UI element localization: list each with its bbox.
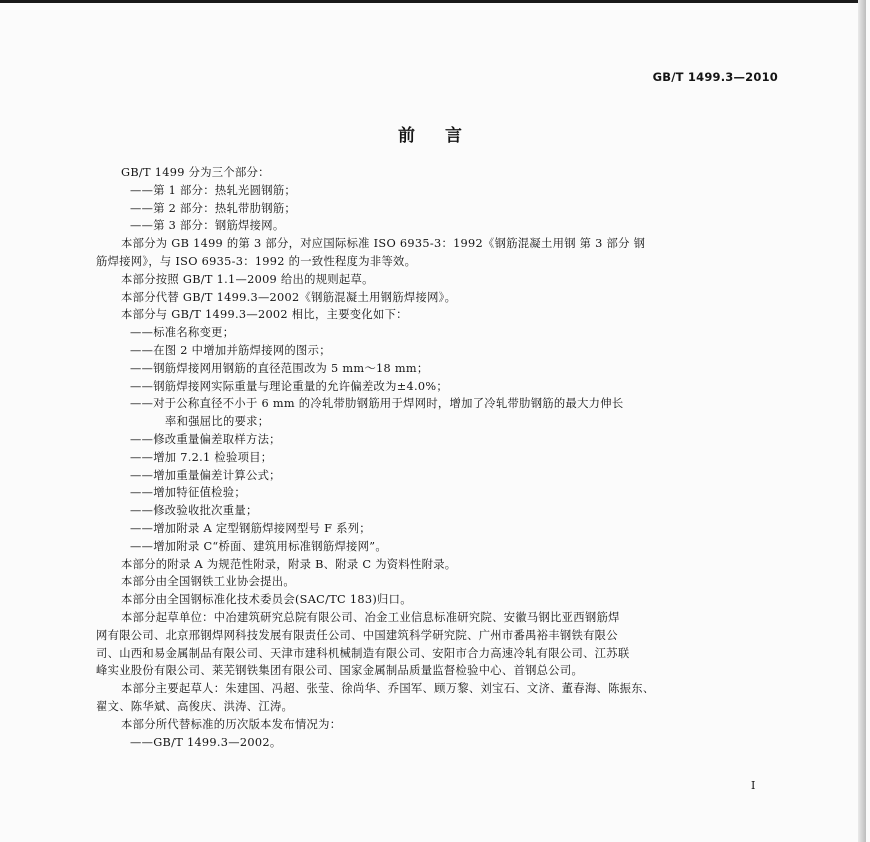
text-line: 翟文、陈华斌、高俊庆、洪涛、江涛。 — [96, 699, 294, 713]
page-number: I — [751, 779, 756, 792]
document-body — [96, 164, 778, 751]
text-line: ——修改验收批次重量； — [130, 504, 258, 518]
text-line: ——第 2 部分：热轧带肋钢筋； — [130, 201, 297, 215]
text-line: 本部分由全国钢标准化技术委员会(SAC/TC 183)归口。 — [121, 593, 412, 607]
text-line: 峰实业股份有限公司、莱芜钢铁集团有限公司、国家金属制品质量监督检验中心、首钢总公司。 — [96, 664, 584, 678]
text-line: ——增加重量偏差计算公式； — [130, 468, 281, 482]
text-line: ——增加 7.2.1 检验项目； — [130, 450, 273, 464]
text-line: ——标准名称变更； — [130, 326, 235, 340]
text-line: 筋焊接网》，与 ISO 6935-3：1992 的一致性程度为非等效。 — [96, 254, 417, 268]
text-line: 本部分的附录 A 为规范性附录，附录 B、附录 C 为资料性附录。 — [121, 557, 457, 571]
text-line: 本部分起草单位：中冶建筑研究总院有限公司、冶金工业信息标准研究院、安徽马钢比亚西钢筋焊 — [121, 610, 620, 624]
text-line: ——钢筋焊接网用钢筋的直径范围改为 5 mm～18 mm； — [130, 361, 429, 375]
text-line: 本部分主要起草人：朱建国、冯超、张莹、徐尚华、乔国军、顾万黎、刘宝石、文济、董春海、陈振东、 — [121, 682, 655, 696]
text-line: ——第 3 部分：钢筋焊接网。 — [130, 219, 285, 233]
text-line: ——增加附录 C“桥面、建筑用标准钢筋焊接网”。 — [130, 539, 387, 553]
text-line: ——对于公称直径不小于 6 mm 的冷轧带肋钢筋用于焊网时，增加了冷轧带肋钢筋的最大力伸长 — [130, 397, 624, 411]
text-line: 本部分所代替标准的历次版本发布情况为： — [121, 717, 342, 731]
text-line: 本部分按照 GB/T 1.1—2009 给出的规则起草。 — [121, 272, 374, 286]
text-line: ——增加附录 A 定型钢筋焊接网型号 F 系列； — [130, 521, 371, 535]
text-line: 本部分与 GB/T 1499.3—2002 相比，主要变化如下： — [121, 308, 408, 322]
text-line: ——修改重量偏差取样方法； — [130, 432, 281, 446]
text-line: ——在图 2 中增加并筋焊接网的图示； — [130, 343, 331, 357]
text-line: ——钢筋焊接网实际重量与理论重量的允许偏差改为±4.0%； — [130, 379, 448, 393]
text-line: ——GB/T 1499.3—2002。 — [130, 735, 282, 749]
text-line: 网有限公司、北京邢钢焊网科技发展有限责任公司、中国建筑科学研究院、广州市番禺裕丰钢铁有限公 — [96, 628, 618, 642]
text-line: 本部分为 GB 1499 的第 3 部分，对应国际标准 ISO 6935-3：1992《钢筋混凝土用钢 第 3 部分 钢 — [121, 237, 646, 251]
text-line: GB/T 1499 分为三个部分： — [121, 166, 270, 179]
page-title: 前言 — [398, 126, 492, 146]
text-line: 司、山西和易金属制品有限公司、天津市建科机械制造有限公司、安阳市合力高速冷轧有限公司、江苏联 — [96, 646, 630, 660]
text-line: ——第 1 部分：热轧光圆钢筋； — [130, 183, 297, 197]
text-line: 本部分由全国钢铁工业协会提出。 — [121, 575, 295, 589]
text-line: 率和强屈比的要求； — [165, 415, 270, 429]
text-line: ——增加特征值检验； — [130, 486, 246, 500]
standard-code: GB/T 1499.3—2010 — [652, 70, 778, 84]
text-line: 本部分代替 GB/T 1499.3—2002《钢筋混凝土用钢筋焊接网》。 — [121, 290, 457, 304]
